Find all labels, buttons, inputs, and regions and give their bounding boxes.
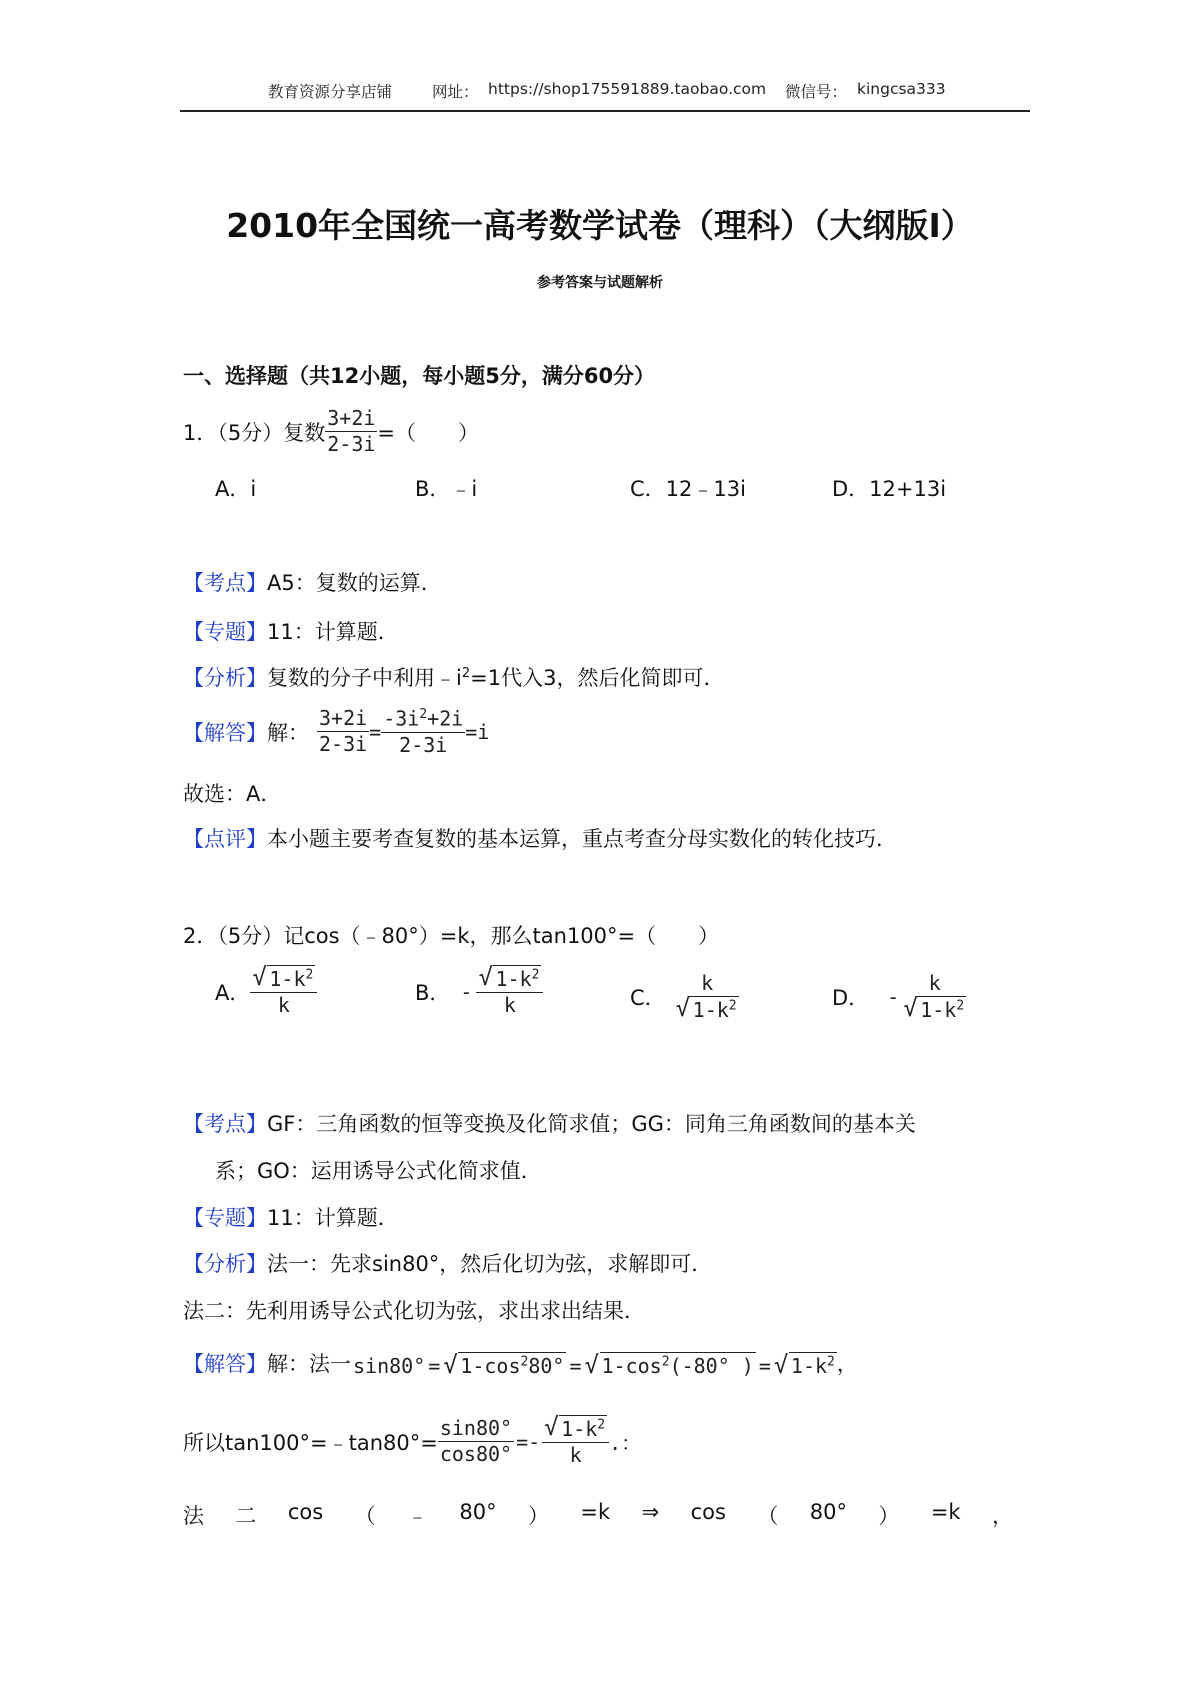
q1-zhuanti [183, 616, 399, 646]
q1-guxuan: 故选：A． [183, 782, 282, 806]
q2-option-d-sup: 2 [956, 998, 965, 1013]
q2-kaodian-line1 [183, 1108, 916, 1138]
q2-option-a-sqrt [252, 963, 315, 991]
q1-dianping-text: 本小题主要考查复数的基本运算，重点考查分母实数化的转化技巧． [267, 827, 897, 851]
section-heading-choice: 一、选择题（共12小题，每小题5分，满分60分） [183, 364, 656, 388]
q2-option-a-label: A． [215, 980, 251, 1005]
q2-rad3-sup: 2 [827, 1354, 835, 1370]
q2-fa2-token: 法 [183, 1504, 204, 1528]
q1-stem-suffix: =（ ） [377, 420, 480, 445]
q1-option-d[interactable]: D．12+13i [832, 477, 947, 501]
q2-sqrt-3 [773, 1351, 837, 1379]
q2-rad2-a: 1-cos [601, 1354, 662, 1378]
q1-jieda [183, 708, 489, 756]
page-title: 2010年全国统一高考数学试卷（理科）（大纲版Ⅰ） [226, 206, 974, 245]
q2-fenxi-text: 法一：先求sin80°，然后化切为弦，求解即可． [267, 1252, 713, 1276]
q2-option-a-radicand: 1-k [269, 966, 306, 991]
q1-eq1-num: 3+2i [319, 706, 368, 731]
q2-fa2-token: ⇒ [641, 1500, 660, 1524]
q2-result-num [542, 1413, 609, 1443]
q2-fa2-token: =k [580, 1500, 611, 1524]
q1-stem [183, 408, 479, 455]
q2-result-sup: 2 [597, 1417, 606, 1432]
q1-dianping-tag: 【点评】 [183, 827, 267, 851]
header-divider [180, 110, 1030, 112]
sqrt-icon: √ [478, 963, 493, 991]
q2-fa2-token: cos [690, 1500, 726, 1524]
q1-eq2-num-b: +2i [427, 706, 464, 731]
q2-fa2-token: ， [991, 1504, 1013, 1528]
q2-option-c-num: k [689, 973, 725, 997]
q2-jieda-prefix: 解：法一 [267, 1352, 351, 1376]
q2-rad1-a: 1-cos [460, 1354, 521, 1378]
header-shop-name: 教育资源分享店铺 [268, 83, 393, 101]
q2-zhuanti-text: 11：计算题． [267, 1206, 399, 1230]
q2-fa2-token: ） [528, 1504, 550, 1528]
q2-fenxi [183, 1248, 712, 1278]
q2-option-b[interactable] [415, 963, 543, 1017]
q2-rad1-b: 80° [528, 1354, 565, 1378]
q1-zhuanti-tag: 【专题】 [183, 620, 267, 644]
q2-frac-cos: cos80° [439, 1442, 513, 1467]
q1-fraction [325, 408, 377, 455]
q2-option-d-radicand: 1-k [920, 997, 957, 1022]
q2-result-radicand: 1-k [561, 1416, 598, 1441]
q2-fenxi-tag: 【分析】 [183, 1252, 267, 1276]
q2-fa2-line [183, 1500, 1013, 1530]
sqrt-icon: √ [443, 1351, 458, 1379]
q2-line-tan [183, 1413, 642, 1467]
q2-fenxi2: 法二：先利用诱导公式化切为弦，求出求出结果． [183, 1299, 645, 1323]
page-subtitle: 参考答案与试题解析 [537, 275, 663, 291]
q2-option-d-label: D． [832, 985, 870, 1010]
q1-zhuanti-text: 11：计算题． [267, 620, 399, 644]
q2-result-den: k [569, 1442, 582, 1467]
q2-option-a[interactable] [215, 963, 317, 1017]
q1-option-a[interactable]: A．i [215, 477, 257, 501]
q1-fraction-den: 2-3i [327, 432, 376, 456]
q2-option-c[interactable] [630, 973, 739, 1021]
q2-kaodian-line2: 系；GO：运用诱导公式化简求值． [215, 1159, 542, 1183]
q1-eq2-fraction [381, 708, 465, 756]
q2-option-c-den [675, 994, 739, 1022]
q1-fenxi-tag: 【分析】 [183, 666, 267, 690]
q2-sqrt-2 [584, 1351, 756, 1379]
q2-fa2-token: =k [930, 1500, 961, 1524]
sqrt-icon: √ [584, 1351, 599, 1379]
q2-comma: ， [836, 1352, 858, 1376]
sqrt-icon: √ [544, 1413, 559, 1441]
q2-rad3: 1-k [790, 1354, 828, 1378]
q1-kaodian-tag: 【考点】 [183, 571, 267, 595]
q1-eq2-num-sup: 2 [419, 707, 428, 722]
header-site-label: 网址： [432, 83, 479, 101]
q2-option-b-num [476, 963, 543, 993]
q1-eq-result: =i [465, 719, 490, 744]
sqrt-icon: √ [773, 1351, 789, 1379]
q2-option-d[interactable] [832, 973, 966, 1021]
sqrt-icon: √ [903, 994, 918, 1022]
q2-option-b-label: B． [415, 980, 451, 1005]
q2-result-fraction [542, 1413, 609, 1467]
q2-line2-suffix: .： [609, 1431, 642, 1456]
q2-fa2-token: （ [354, 1504, 376, 1528]
q1-eq2-num [381, 708, 465, 733]
q2-option-d-minus: - [887, 984, 900, 1009]
q2-option-d-num: k [917, 973, 953, 997]
q2-jieda [183, 1348, 858, 1378]
q2-option-a-num [250, 963, 317, 993]
q2-fa2-token: 80° [809, 1500, 847, 1524]
q2-eq-minus: =- [516, 1429, 541, 1454]
q2-stem: 2．（5分）记cos（﹣80°）=k，那么tan100°=（ ） [183, 924, 720, 948]
q1-fenxi [183, 662, 724, 692]
q1-jieda-prefix: 解： [267, 720, 309, 745]
q2-eq-1: = [428, 1354, 441, 1378]
q1-fenxi-text-b: =1代入3，然后化简即可． [470, 666, 725, 690]
q2-fa2-token: ） [878, 1504, 900, 1528]
q1-kaodian-text: A5：复数的运算． [267, 571, 442, 595]
sqrt-icon: √ [675, 994, 691, 1022]
q2-sin-cos-fraction [438, 1418, 514, 1465]
q2-sin80: sin80° [353, 1354, 426, 1378]
q2-option-d-sqrt [903, 994, 966, 1022]
q2-option-a-sup: 2 [305, 967, 314, 982]
q2-rad1-sup: 2 [520, 1354, 529, 1370]
q2-fa2-token: cos [287, 1500, 324, 1524]
q1-option-c[interactable]: C．12﹣13i [630, 477, 746, 501]
q2-option-b-fraction [476, 963, 543, 1017]
q2-sqrt-1 [443, 1351, 566, 1379]
q2-rad2-sup: 2 [661, 1354, 670, 1370]
q2-option-c-radicand: 1-k [692, 997, 729, 1022]
header-site-url[interactable]: https://shop175591889.taobao.com [488, 80, 767, 98]
q2-zhuanti [183, 1202, 399, 1232]
q1-stem-prefix: 1．（5分）复数 [183, 420, 326, 445]
q1-dianping [183, 823, 897, 853]
q2-jieda-tag: 【解答】 [183, 1352, 267, 1376]
q2-option-c-label: C． [630, 985, 666, 1010]
q2-kaodian-text1: GF：三角函数的恒等变换及化简求值；GG：同角三角函数间的基本关 [267, 1112, 916, 1136]
q2-fa2-token: 二 [235, 1504, 257, 1528]
sqrt-icon: √ [252, 963, 267, 991]
header-wechat-label: 微信号： [785, 83, 848, 101]
q1-fraction-num: 3+2i [327, 406, 376, 430]
q2-option-b-den: k [503, 992, 516, 1017]
q1-jieda-tag: 【解答】 [183, 720, 267, 745]
q2-kaodian-tag: 【考点】 [183, 1112, 267, 1136]
q2-option-b-minus: - [460, 979, 473, 1004]
q2-option-a-den: k [277, 992, 290, 1017]
q1-fenxi-sup: 2 [461, 666, 471, 681]
q2-option-b-radicand: 1-k [495, 966, 532, 991]
q1-kaodian [183, 567, 442, 597]
q1-eq-sign: = [369, 719, 382, 744]
q2-option-d-fraction [903, 973, 966, 1021]
q2-fa2-token: 80° [459, 1500, 497, 1524]
q2-frac-sin: sin80° [439, 1416, 513, 1441]
q2-fa2-token: （ [757, 1504, 779, 1528]
q2-eq-2: = [569, 1354, 582, 1378]
q2-fa2-token: ﹣ [406, 1504, 428, 1528]
q2-option-a-fraction [250, 963, 317, 1017]
q2-zhuanti-tag: 【专题】 [183, 1206, 267, 1230]
q1-eq1-den: 2-3i [319, 732, 368, 757]
q1-fenxi-text-a: 复数的分子中利用﹣i [267, 666, 462, 690]
q1-eq2-den: 2-3i [399, 732, 448, 757]
header-wechat-id: kingcsa333 [857, 80, 946, 98]
q2-option-c-sup: 2 [728, 998, 737, 1013]
q2-result-sqrt [544, 1413, 607, 1441]
q1-eq2-num-a: -3i [383, 706, 420, 731]
q2-eq-3: = [758, 1354, 771, 1378]
q2-option-c-sqrt [675, 994, 739, 1022]
q2-option-d-den [903, 994, 966, 1022]
q2-option-b-sup: 2 [531, 967, 540, 982]
q1-option-b[interactable]: B．﹣i [415, 477, 478, 501]
q2-line2-prefix: 所以tan100°=﹣tan80°= [183, 1430, 438, 1455]
q2-rad2-b: (-80° ) [669, 1354, 754, 1378]
q2-option-b-sqrt [478, 963, 541, 991]
q1-eq1-fraction [317, 708, 369, 755]
q2-option-c-fraction [676, 973, 739, 1021]
